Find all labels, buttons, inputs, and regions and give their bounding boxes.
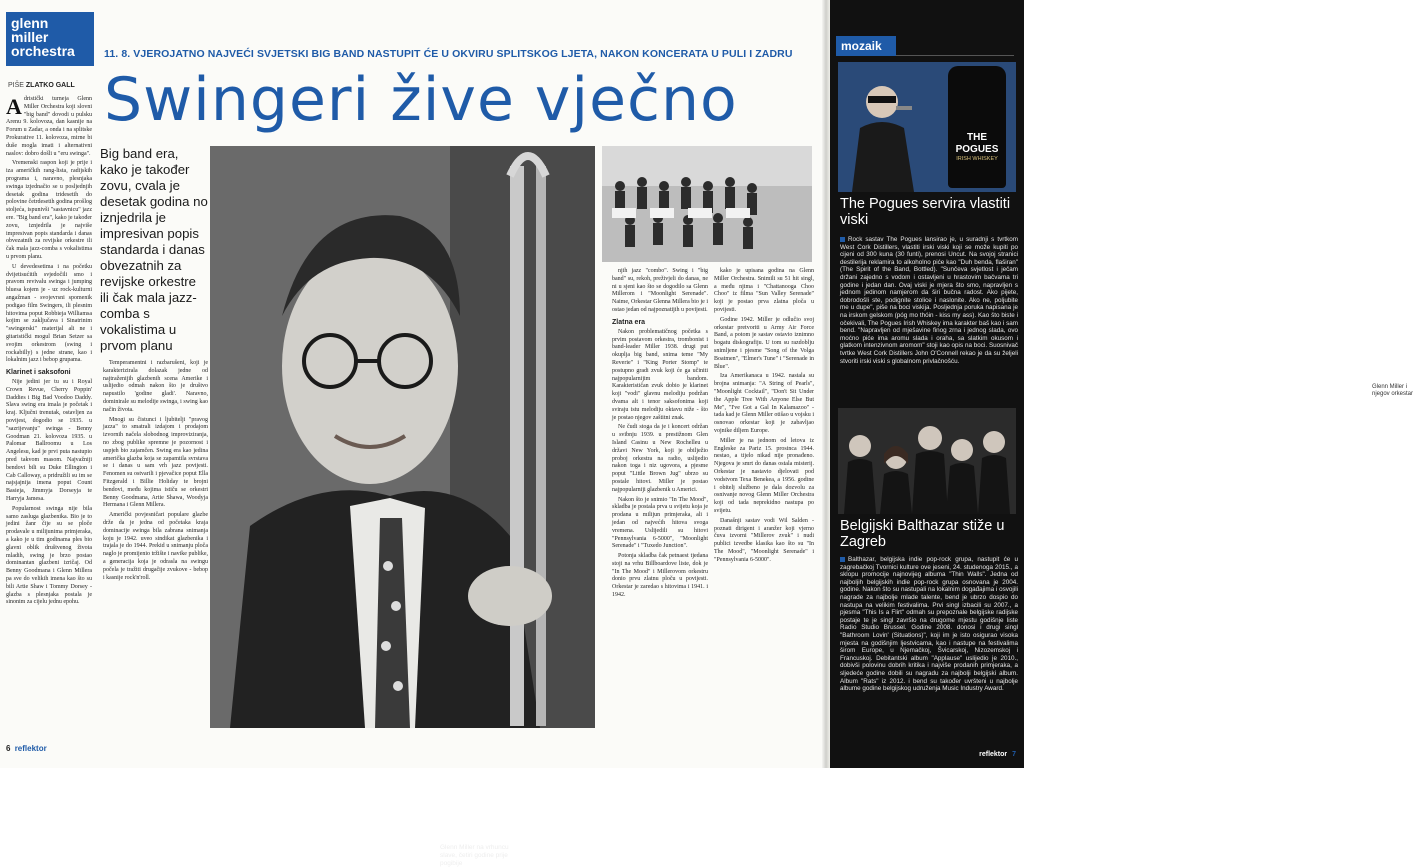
column-4-paragraph-2: Godine 1942. Miller je odlučio svoj orkestar pretvoriti u Army Air Force Band, a potom je sastav ostavio iznimno bogatu diskografiju. U tom su razdoblju snimljene i pjesme "Song of the Volga Boatmen", "Elmer's Tune" i "Serenade in Blue". (714, 316, 814, 370)
column-4-paragraph-5: Današnji sastav vodi Wil Salden - poznati dirigent i aranžer koji vjerno čuva izvorni "Millerov zvuk" i nudi publici izvedbe klasika kao što su "In The Mood", "Moonlight Serenade" i "Pennsylvania 6-5000". (714, 517, 814, 563)
article-column-2 (103, 360, 208, 730)
column-4-paragraph-4: Miller je na jednom od letova iz Engleske za Pariz 15. prosinca 1944. nestao, a tijelo nikad nije pronađeno. Njegova je smrt do danas ostala misterij. Orkestar je nastavio djelovati pod vodstvom Texa Benekea, a 1956. godine i obitelj službeno je dala dozvolu za osnivanje novog Glenn Miller Orchestra koji od tada neprekidno nastupa po svijetu. (714, 437, 814, 514)
article-headline: Swingeri žive vječno (104, 65, 738, 135)
column-2-paragraph-2: Mnogi su čistunci i ljubitelji "pravog jazza" to smatrali izdajom i prodajom izvornih načela slobodnog improviziranja, no zbog publike spremne je pozornost i uspjeh bio zajamčen. Swing era kao jedina američka glazba koja se zapamtila svrstava se i danas u sam vrh jazz povijesti. Fenomen su ostvarili i pjevačice poput Ella Fitzgerald i Billie Holiday te brojni bendovi, među kojima ističu se orkestri Benny Goodmana, Artie Shawa, Woodyja Hermana i Glenn Millera. (103, 416, 208, 509)
column-1-paragraph-5: Popularnost swinga nije bila samo zasluga glazbenika. Bio je to jedini žanr čije su se ploče prodavale u milijunima primjeraka, a kako je u tim godinama ples bio glavni oblik društvenog života mladih, swing je brzo postao dominantan glazbeni izričaj. Od Benny Goodmana i Glenn Millera pa sve do velikih imena kao što su bili Artie Shaw i Tommy Dorsey - glazba s plesnjaka postala je sinonim za cijelu jednu epohu. (6, 505, 92, 606)
article-kicker: 11. 8. VJEROJATNO NAJVEĆI SVJETSKI BIG BAND NASTUPIT ĆE U OKVIRU SPLITSKOG LJETA, NAKON KONCERATA U PULI I ZADRU (104, 48, 793, 60)
balthazar-article-text: Balthazar, belgijska indie pop-rock grupa, nastupit će u zagrebačkoj Tvornici kulture ove jeseni, 24. studenoga 2015., a sklopu promocije najnovijeg albuma "Thin Walls". Jedna od najboljih belgijskih indie pop-rock grupa osnovana je 2004. godine. Nakon što su nastupali na lokalnim događajima i osvojili nagrade za najbolje mlade talente, bend je ubrzo dospio do nastupa na velikim festivalima. Prvi singl izbacili su 2007., a pjesma "This Is a Flirt" odmah su prepoznale belgijske radijske postaje te je singl završio na drugome mjestu godišnje liste Radio Studio Brussel. Godine 2008. donosi i drugi singl "Bathroom Lovin' (Situations)", koji im je isto osigurao visoka mjesta na godišnjim ljestvicama, kao i nastupe na festivalima širom Europe, u Njemačkoj, Švicarskoj, Nizozemskoj i Francuskoj. Debitantski album "Applause" uslijedio je 2010., dobivši polovinu dobrih kritika i najviše prodanih primjeraka, a sljedeće godine dobili su nagradu za najbolji belgijski album. Album "Rats" iz 2012. i bend su također uvršteni u najbolje albume godine belgijskog udruženja Music Industry Award. (840, 556, 1018, 693)
section-tag: mozaik (836, 36, 896, 56)
column-1-subhead: Klarinet i saksofoni (6, 369, 71, 377)
column-2-paragraph-3: Američki povjesničari populare glazbe drže da je jedna od početaka kraja dominacije swinga bila zabrana snimanja koju je 1942. uveo sindikat glazbenika i trajala je do 1944. Prekid u snimanju ploča naglo je promijenio tržište i navike publike, a generacija koja je odrasla na swingu počela je tražiti drugačije zvukove - bebop i kasnije rock'n'roll. (103, 512, 208, 581)
orchestra-caption: Glenn Miller i njegov orkestar (1372, 384, 1414, 397)
series-tag (6, 12, 94, 66)
balthazar-band-illustration (838, 408, 1016, 514)
series-tag-line3: orchestra (11, 43, 75, 59)
drop-cap: A (6, 94, 22, 119)
orchestra-illustration (602, 146, 812, 262)
page-gutter (822, 0, 830, 768)
balthazar-article (840, 556, 1018, 756)
column-1-paragraph-3: U devedesetima i na početku dvijetisućitih svjedočili smo i pravom revivalu swinga i jumping bluesa kojem je - uz rock-kulturni angažman - svojevrsni spomenik podigao film Swingers, ili plesnim hitovima poput Robbieja Williamsa kojim se zaključava i Sinatrinim "swingerski" materijal ali ne i gitaristički mogul Brian Setzer sa svojim orkestrom (swing i rockabilly) s jedne strane, kao i lokalnim jazz i bebop grupama. (6, 263, 92, 364)
glenn-miller-portrait-photo (210, 146, 595, 867)
publication-name-right: reflektor (979, 751, 1008, 758)
column-4-paragraph-1: kako je upisana godina na Glenn Miller Orchestra. Snimili su 51 hit singl, a među njima i "Chattanooga Choo Choo" iz filma "Sun Valley Serenade" koji je postao prva zlatna ploča u povijesti. (714, 268, 814, 313)
column-1-paragraph-2: Vremenski raspon koji je prije i iza američkih rang-lista, radijskih programa i, naravno, plesnjaka swinga izjednačio se u posljednjih desetak godina tridesetih do polovine četrdesetih godina prošlog stoljeća, ispunivši "sastavnicu" jazz ere. "Big band era", kako je također zovu, iznjedrila je najviše impresivan popis standarda i danas obvezatnih za revijske orkestre ili čak mala jazz-comba s vokalistima u prvom planu. (6, 160, 92, 260)
portrait-illustration (210, 146, 595, 728)
article-column-4 (714, 268, 814, 730)
article-lede: Big band era, kako je također zovu, cvala je desetak godina no iznjedrila je impresivan popis standarda i danas obvezatnih za revijske orkestre ili čak mala jazz-comba s vokalistima u prvom planu (100, 146, 208, 353)
column-1-paragraph-1: dristički turneja Glenn Miller Orchestra koji slovni "big band" dovodi u pulsku Arenu 9. kolovoza, dan kasnije na Forum u Zadar, a onda i na splitske Prokurative 11. kolovoza, mirne bi duše mogla imati i alternativni naslov: dobro došli u "eru swinga". (6, 96, 92, 157)
bottle-brand: THE POGUES (955, 132, 999, 155)
byline (8, 82, 75, 90)
portrait-caption: Glenn Miller na vrhuncu slave, četiri godine prije pogibije (440, 844, 509, 867)
column-3-subhead: Zlatna era (612, 318, 646, 326)
mozaik-page (830, 0, 1024, 768)
column-3-paragraph-5: Potonja skladba čak petnaest tjedana stoji na vrhu Billboardove liste, dok je "In The Mood" i Millerovom orkestru donio prvu zlatnu ploču u povijesti. Orkestar je zaredao s hitovima i 1941. i 1942. (612, 553, 708, 599)
whiskey-bottle (948, 66, 1006, 188)
bottle-label (950, 132, 1004, 163)
byline-author: ZLATKO GALL (25, 82, 75, 89)
series-tag-line2: miller (11, 29, 49, 45)
page-folio-right (979, 750, 1016, 759)
pogues-photo (838, 62, 1016, 192)
bottle-subtitle: IRISH WHISKEY (956, 156, 998, 162)
column-2-paragraph-1: Temperamentni i razbarušeni, koji je karakterizirala dolazak jedne od najtraženijih glazbenih scena Amerike i uslijedio odmah nakon što je društvo napustilo 'godine gladi'. Naravno, dominirale su melodije swinga, i swing kao način života. (103, 360, 208, 413)
column-3-paragraph-3: Ne čudi stoga da je i koncert održan u svibnju 1939. u prestižnom Glen Island Casinu u New Rochelleu u državi New York, koji je obilježio proboj orkestra na radio, uslijedio nakon toga i niz ugovora, a pjesme poput "Little Brown Jug" ubrzo su postale hitovi. Miller je postao najpopularniji glazbenik u Americi. (612, 424, 708, 493)
column-3-paragraph-2: Nakon problematičnog početka s prvim postavom orkestra, trombonist i band-leader Miller 1938. drugi put okuplja big band, snima teme "My Reverie" i "King Porter Stomp" te postupno gradi zvuk koji će ga učiniti najpopularnijim bandom. Karakterističan zvuk dobio je klarinet koji "vodi" glavnu melodiju podržan dvama alt i tenor saksofonima koji sviraju istu melodiju oktavu niže - što je postao njegov zaštitni znak. (612, 328, 708, 421)
balthazar-headline: Belgijski Balthazar stiže u Zagreb (840, 518, 1005, 550)
series-tag-line1: glenn (11, 15, 49, 31)
column-3-paragraph-4: Nakon što je snimio "In The Mood", skladba je postala prva u svijetu koja je prodana u milijun primjeraka, ali i jedan od najvećih hitova svoga vremena. Uslijedili su hitovi "Pennsylvania 6-5000", "Moonlight Serenade" i "Tuxedo Junction". (612, 496, 708, 550)
square-bullet-icon (840, 557, 845, 562)
byline-label: PIŠE (8, 82, 24, 89)
page-number-left: 6 (6, 744, 11, 753)
column-3-paragraph-1: njih jazz "combo". Swing i "big band" su, rekoh, preživjeli do danas, ne ni u sjeni kao što se dogodilo sa Glenn Millerom i "Moonlight Serenade". Naime, Orkestar Glenna Millera bio je i ostao jedan od najpoznatijih u povijesti. (612, 268, 708, 313)
pogues-article-text: Rock sastav The Pogues lansirao je, u suradnji s tvrtkom West Cork Distillers, vlastiti irski viski koji se može kupiti po cijeni od 300 kuna (30 funti), prenosi Uncut. Na svojoj stranici destilerija reklamira to alkoholno piće kao "Duh benda, flaširan" (The Spirit of the Band, Bottled). "Sunčeva svjetlost i ječam držani zajedno s vodom i ostavljeni u hrastovim bačvama tri godine i jedan dan. Ovaj viski je mjera što smo, napravljen s jednom jedinom namjerom da širi bučna radost. Ako pijete, dobrodošli ste, podignite stolice i naslonite. Ako ne, poljubite me u dupe", piše na boci viskija. Posljednja poruka napisana je na irskom gelskom (póg mo thóin - kiss my ass). Kao što biste i očekivali, The Pogues Irish Whiskey ima karakter baš kao i sam bend. "Napravljen od mješavine finog zrna i jednog slada, ovo moćno piće ima aromu slada i oraha, sa slatkim okusom i glatkom intenzivnom aromom" stoji kao opis na boci. Suosnivač tvrtke West Cork Distillers John O'Connell rekao je da su željeli stvoriti irski viski s globalnom privlačnošću. (840, 236, 1018, 365)
pogues-article (840, 236, 1018, 406)
publication-name-left: reflektor (14, 744, 47, 753)
column-1-paragraph-4: Nije jedini jer tu su i Royal Crown Revue, Cherry Poppin' Daddies i Big Bad Voodoo Daddy. Slava swing era imala je početak i kraj. Ključni trenutak, ostavljen za povijest, dogodio se 1935. u "sazrijevanju" swinga - Benny Goodman 21. kolovoza 1935. u Palomar Ballroomu u Los Angelesu, kad je prvi puta nastupio pred takvom masom. Najvažniji bendovi bili su Duke Ellington i Cab Calloway, a pridružili su im se najsjajnija imena poput Count Basieja, Jimmyja Dorseyja te Harryja Jamesa. (6, 379, 92, 503)
article-column-3 (612, 268, 708, 730)
balthazar-photo (838, 408, 1016, 514)
pogues-headline: The Pogues servira vlastiti viski (840, 196, 1011, 228)
section-rule (896, 55, 1014, 56)
square-bullet-icon (840, 237, 845, 242)
page-number-right: 7 (1012, 751, 1016, 758)
column-4-paragraph-3: Iza Amerikanaca u 1942. nastala su brojna snimanja: "A String of Pearls", "Moonlight Cocktail", "Don't Sit Under the Apple Tree With Anyone Else But Me", "I've Got a Gal In Kalamazoo" - tada kad je Glenn Miller otišao u vojsku i osnovao orkestar koji je zabavljao vojnike diljem Europe. (714, 373, 814, 434)
page-folio-left (6, 744, 47, 754)
article-column-1 (6, 96, 92, 726)
